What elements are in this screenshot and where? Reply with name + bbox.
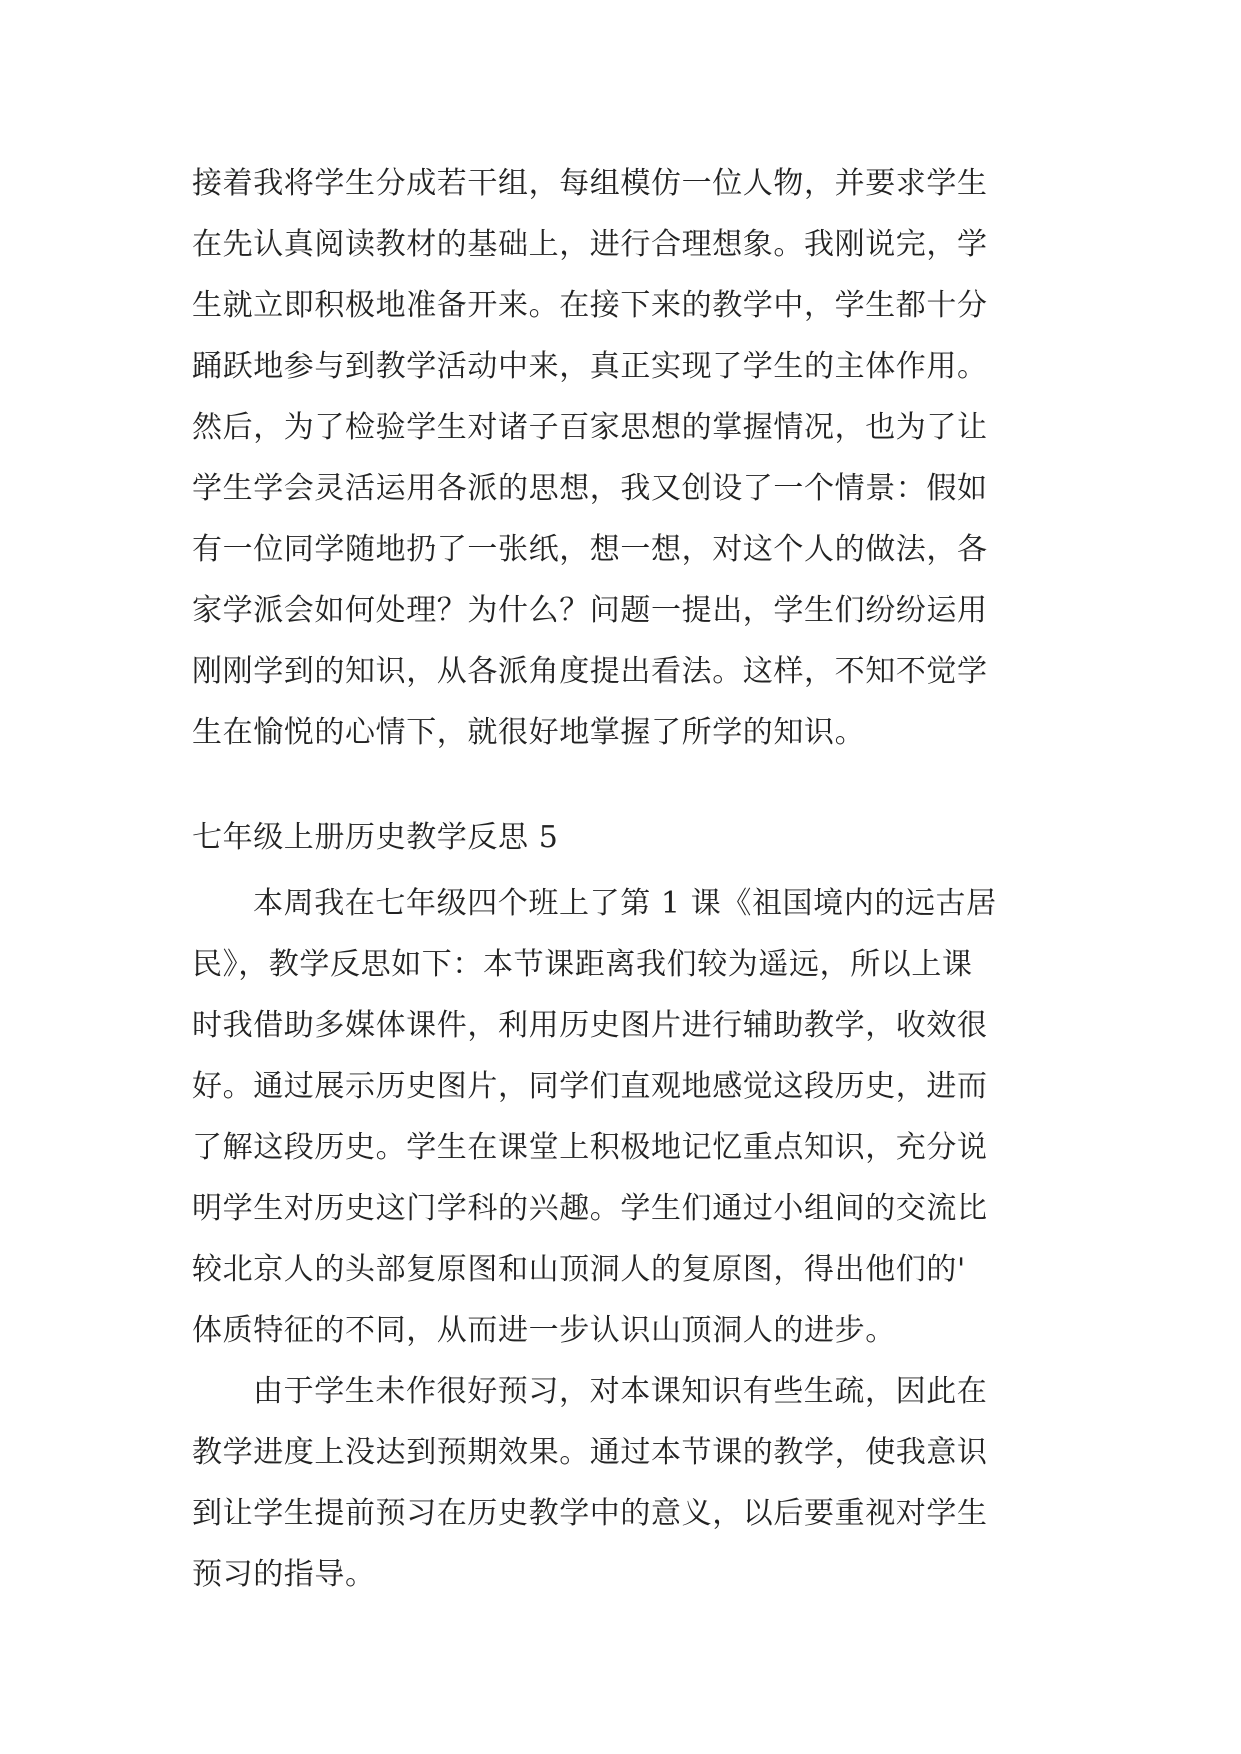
paragraph-line: 了解这段历史。学生在课堂上积极地记忆重点知识，充分说 bbox=[192, 1130, 988, 1165]
paragraph-line: 明学生对历史这门学科的兴趣。学生们通过小组间的交流比 bbox=[192, 1191, 988, 1226]
paragraph-line: 较北京人的头部复原图和山顶洞人的复原图，得出他们的' bbox=[192, 1252, 966, 1287]
paragraph-line: 刚刚学到的知识，从各派角度提出看法。这样，不知不觉学 bbox=[192, 654, 988, 689]
paragraph-line: 体质特征的不同，从而进一步认识山顶洞人的进步。 bbox=[192, 1313, 896, 1348]
paragraph-line: 由于学生未作很好预习，对本课知识有些生疏，因此在 bbox=[253, 1374, 988, 1409]
paragraph-line: 踊跃地参与到教学活动中来，真正实现了学生的主体作用。 bbox=[192, 349, 988, 384]
paragraph-line: 生就立即积极地准备开来。在接下来的教学中，学生都十分 bbox=[192, 288, 988, 323]
paragraph-line: 在先认真阅读教材的基础上，进行合理想象。我刚说完，学 bbox=[192, 227, 988, 262]
paragraph-line: 有一位同学随地扔了一张纸，想一想，对这个人的做法，各 bbox=[192, 532, 988, 567]
paragraph-line: 本周我在七年级四个班上了第 1 课《祖国境内的远古居 bbox=[253, 886, 997, 921]
section-title: 七年级上册历史教学反思 5 bbox=[192, 820, 559, 855]
paragraph-line: 学生学会灵活运用各派的思想，我又创设了一个情景：假如 bbox=[192, 471, 988, 506]
paragraph-line: 然后，为了检验学生对诸子百家思想的掌握情况，也为了让 bbox=[192, 410, 988, 445]
paragraph-line: 到让学生提前预习在历史教学中的意义，以后要重视对学生 bbox=[192, 1496, 988, 1531]
paragraph-line: 接着我将学生分成若干组，每组模仿一位人物，并要求学生 bbox=[192, 166, 988, 201]
paragraph-line: 民》，教学反思如下：本节课距离我们较为遥远，所以上课 bbox=[192, 947, 973, 982]
paragraph-line: 生在愉悦的心情下，就很好地掌握了所学的知识。 bbox=[192, 715, 866, 750]
paragraph-line: 教学进度上没达到预期效果。通过本节课的教学，使我意识 bbox=[192, 1435, 988, 1470]
paragraph-line: 家学派会如何处理？为什么？问题一提出，学生们纷纷运用 bbox=[192, 593, 988, 628]
paragraph-line: 时我借助多媒体课件，利用历史图片进行辅助教学，收效很 bbox=[192, 1008, 988, 1043]
paragraph-line: 好。通过展示历史图片，同学们直观地感觉这段历史，进而 bbox=[192, 1069, 988, 1104]
paragraph-line: 预习的指导。 bbox=[192, 1557, 376, 1592]
